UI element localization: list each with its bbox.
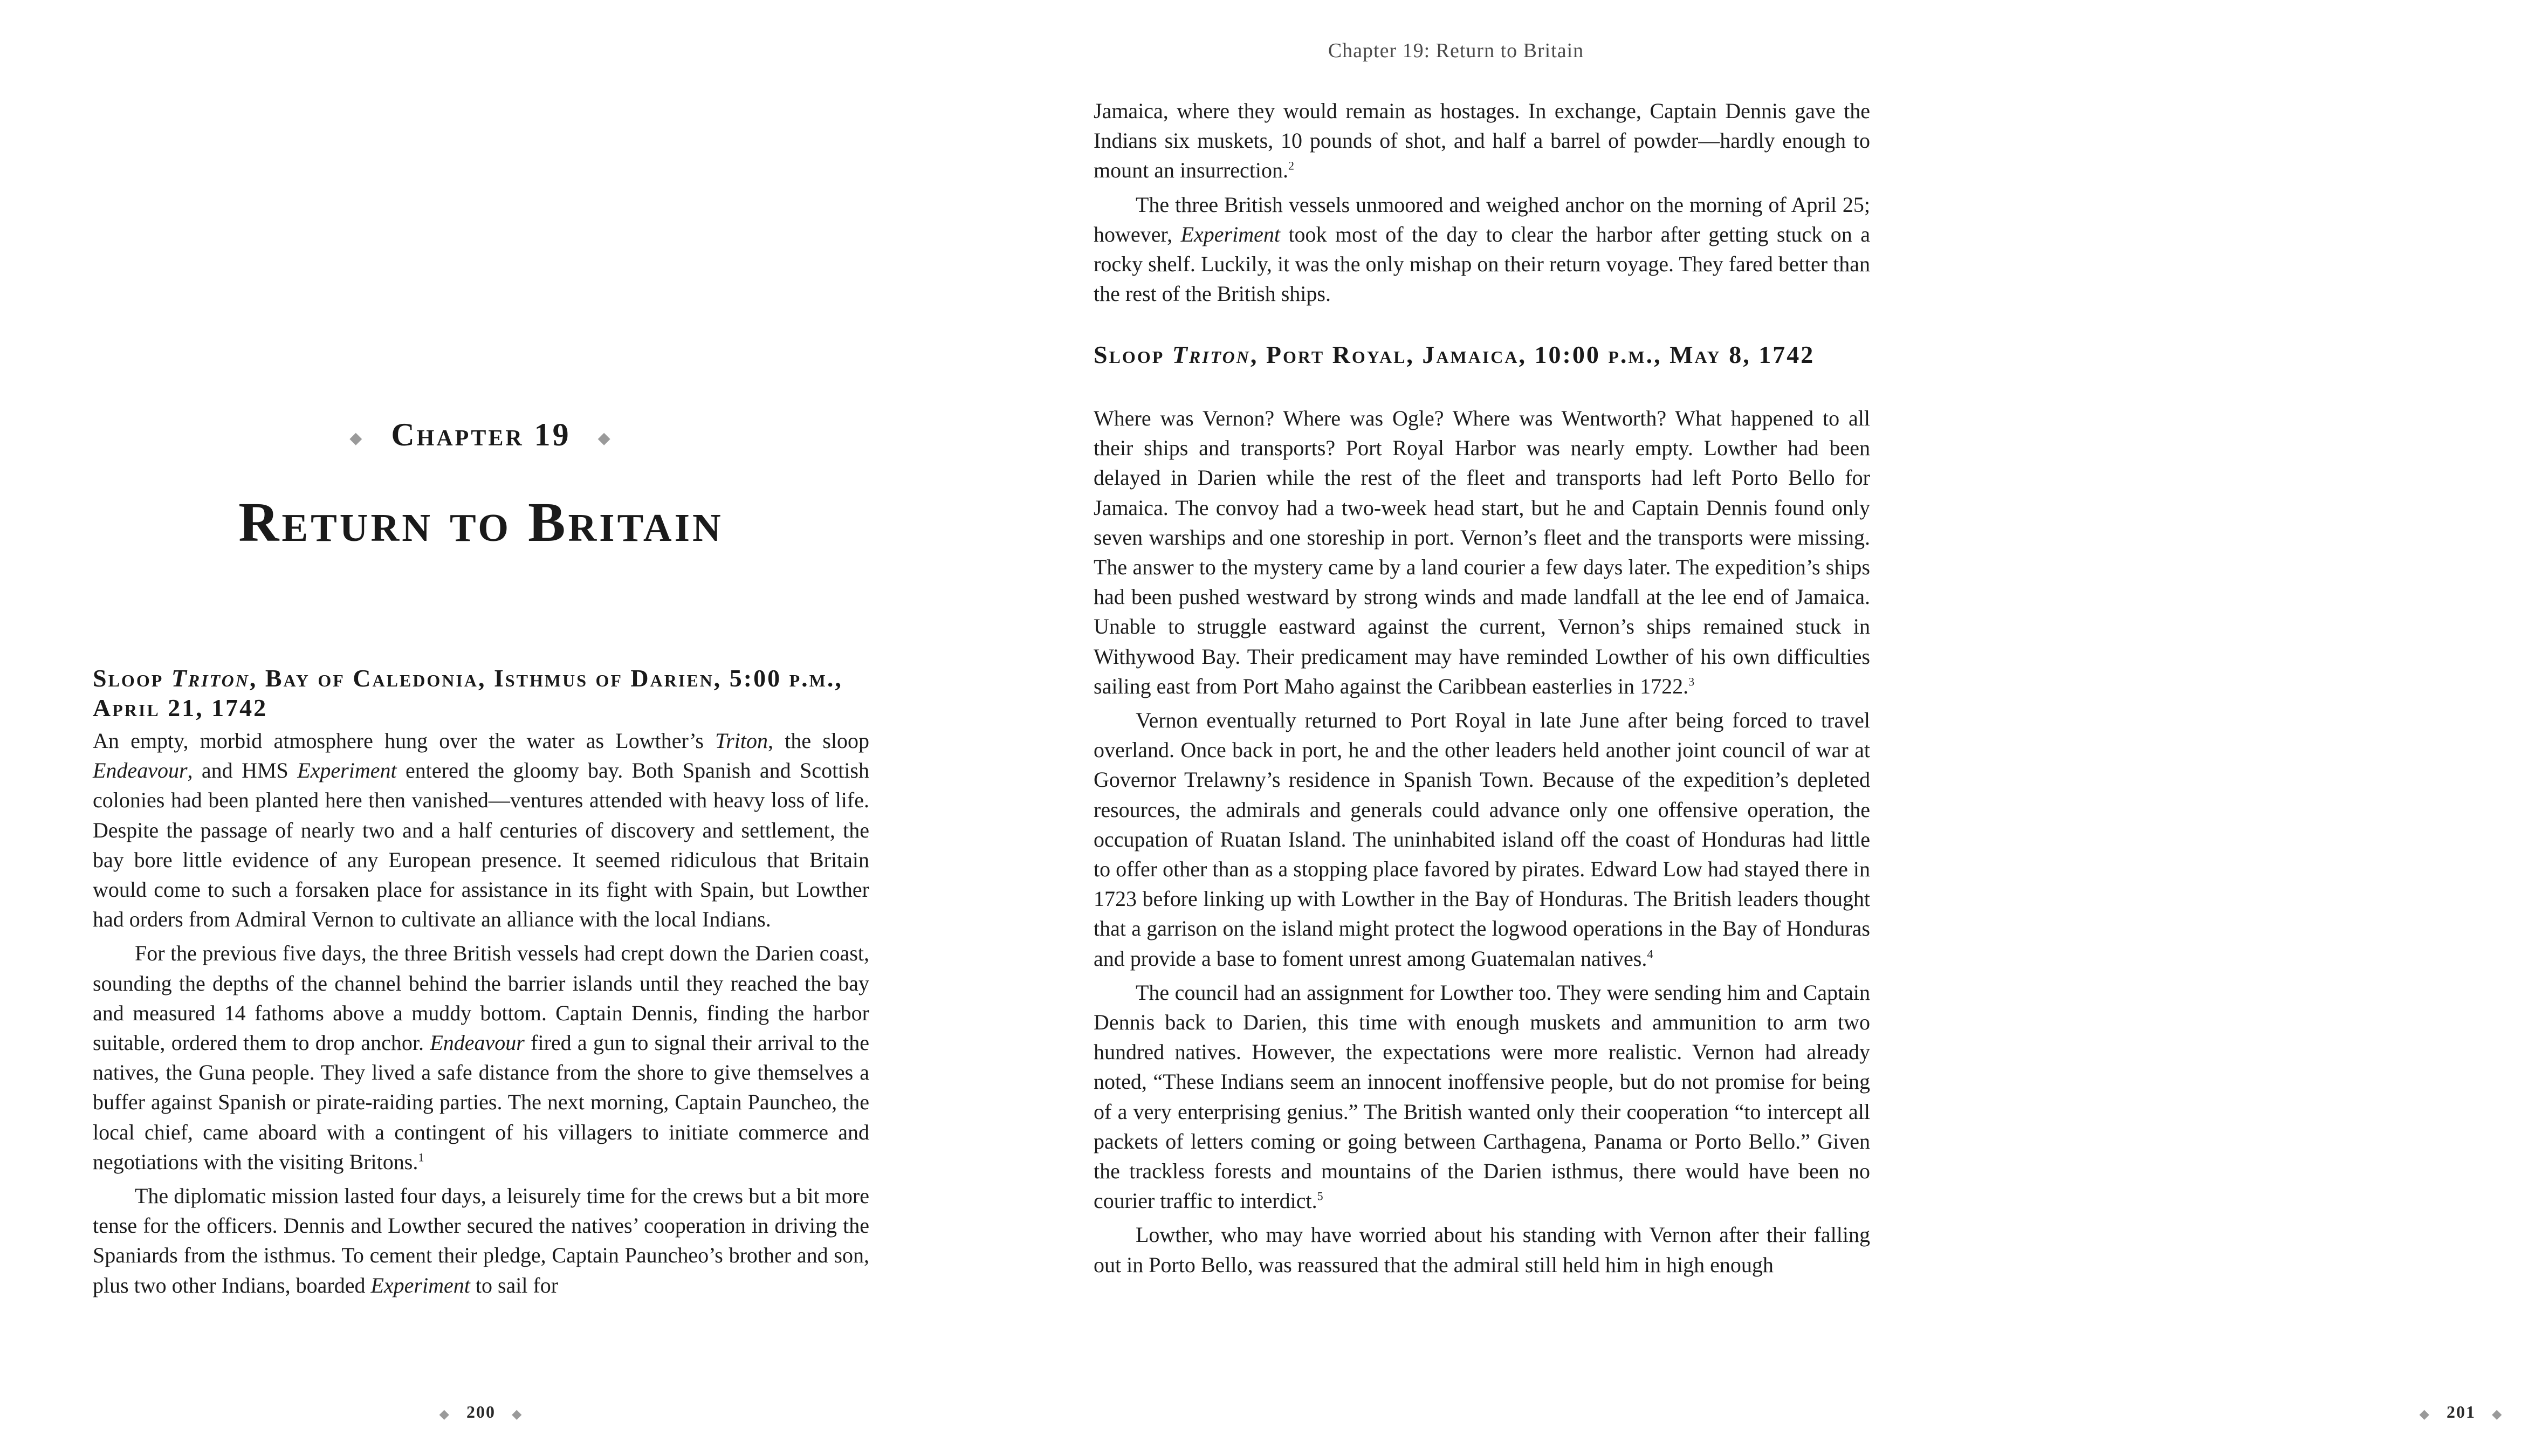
diamond-ornament-icon: ◆ xyxy=(2492,1407,2503,1421)
ship-name: Triton xyxy=(171,664,250,692)
page-number: ◆ 201 ◆ xyxy=(2419,1402,2503,1421)
diamond-ornament-icon: ◆ xyxy=(597,429,613,447)
paragraph: Vernon eventually returned to Port Royal in late June after being forced to travel overland. Once back in port, he and the other leaders held another joint council of war at Governor Trelawny’s residence in Spanish Town. Because of the expedition’s depleted resources, the admirals and generals could advance only one offensive operation, the occupation of Ruatan Island. The uninhabited island off the coast of Honduras had little to offer other than as a stopping place favored by pirates. Edward Low had stayed there in 1723 before linking up with Lowther in the Bay of Honduras. The British leaders thought that a garrison on the island might protect the logwood operations in the Bay of Honduras and provide a base to foment unrest among Guatemalan natives.$^4$ xyxy=(1094,708,1870,971)
footnote-marker[interactable]: 5 xyxy=(1317,1189,1323,1203)
footnote-marker[interactable]: 1 xyxy=(418,1150,424,1164)
paragraph: The diplomatic mission lasted four days, a leisurely time for the crews but a bit more tense for the officers. Dennis and Lowther secured the natives’ cooperation in driving the Spaniards from the isthmus. To cement their pledge, Captain Pauncheo’s brother and son, plus two other Indians, boarded Experiment to sail for xyxy=(93,1184,869,1297)
body-text xyxy=(1094,96,1870,313)
diamond-ornament-icon: ◆ xyxy=(2419,1407,2430,1421)
footnote-marker[interactable]: 2 xyxy=(1288,159,1295,173)
paragraph: Lowther, who may have worried about his standing with Vernon after their falling out in Porto Bello, was reassured that the admiral still held him in high enough xyxy=(1094,1223,1870,1277)
scene-heading: Sloop Triton, Port Royal, Jamaica, 10:00 p.m., May 8, 1742 xyxy=(1094,341,1815,368)
chapter-number xyxy=(93,416,869,454)
paragraph: For the previous five days, the three British vessels had crept down the Darien coast, sounding the depths of the channel behind the barrier islands until they reached the bay and measured 14 fathoms above a muddy bottom. Captain Dennis, finding the harbor suitable, ordered them to drop anchor. Endeavour fired a gun to signal their arrival to the natives, the Guna people. They lived a safe distance from the shore to give themselves a buffer against Spanish or pirate-raiding parties. The next morning, Captain Pauncheo, the local chief, came aboard with a contingent of his villagers to initiate commerce and negotiations with the visiting Britons.$^1$ xyxy=(93,941,869,1174)
footnote-marker[interactable]: 4 xyxy=(1647,947,1653,961)
body-text xyxy=(1094,403,1870,1284)
right-page xyxy=(971,0,2503,1456)
scene-heading: Sloop Triton, Bay of Caledonia, Isthmus of Darien, 5:00 p.m., April 21, 1742 xyxy=(93,664,843,722)
paragraph: Where was Vernon? Where was Ogle? Where was Wentworth? What happened to all their ships and transports? Port Royal Harbor was nearly empty. Lowther had been delayed in Darien while the rest of the fleet and transports had left Porto Bello for Jamaica. The convoy had a two-week head start, but he and Captain Dennis found only seven warships and one storeship in port. Vernon’s fleet and the transports were missing. The answer to the mystery came by a land courier a few days later. The expedition’s ships had been pushed westward by strong winds and made landfall at the lee end of Jamaica. Unable to struggle eastward against the current, Vernon’s ships remained stuck in Withywood Bay. Their predicament may have reminded Lowther of his own difficulties sailing east from Port Maho against the Caribbean easterlies in 1722.$^3$ xyxy=(1094,406,1870,698)
diamond-ornament-icon: ◆ xyxy=(439,1407,450,1421)
paragraph: The council had an assignment for Lowther too. They were sending him and Captain Dennis back to Darien, this time with enough muskets and ammunition to arm two hundred natives. However, the expectations were more realistic. Vernon had already noted, “These Indians seem an innocent inoffensive people, but do not promise for being of a very enterprising genius.” The British wanted only their cooperation “to intercept all packets of letters coming or going between Carthagena, Panama or Porto Bello.” Given the trackless forests and mountains of the Darien isthmus, there would have been no courier traffic to interdict.$^5$ xyxy=(1094,980,1870,1213)
diamond-ornament-icon: ◆ xyxy=(349,429,365,447)
body-text xyxy=(93,726,869,1304)
page-number: ◆ 200 ◆ xyxy=(439,1402,523,1421)
footnote-marker[interactable]: 3 xyxy=(1688,675,1695,689)
paragraph: An empty, morbid atmosphere hung over the water as Lowther’s Triton, the sloop Endeavour, and HMS Experiment entered the gloomy bay. Both Spanish and Scottish colonies had been planted here then vanished—ventures attended with heavy loss of life. Despite the passage of nearly two and a half centuries of discovery and settlement, the bay bore little evidence of any European presence. It seemed ridiculous that Britain would come to such a forsaken place for assistance in its fight with Spain, but Lowther had orders from Admiral Vernon to cultivate an alliance with the local Indians. xyxy=(93,729,870,932)
running-head: Chapter 19: Return to Britain xyxy=(1328,39,1584,62)
diamond-ornament-icon: ◆ xyxy=(512,1407,523,1421)
chapter-label: Chapter 19 xyxy=(391,417,571,452)
paragraph: The three British vessels unmoored and weighed anchor on the morning of April 25; however, Experiment took most of the day to clear the harbor after getting stuck on a rocky shelf. Luckily, it was the only mishap on their return voyage. They fared better than the rest of the British ships. xyxy=(1094,192,1870,306)
ship-name: Triton xyxy=(1172,341,1251,368)
chapter-title: Return to Britain xyxy=(238,491,724,553)
left-page xyxy=(0,0,971,1456)
paragraph: Jamaica, where they would remain as hostages. In exchange, Captain Dennis gave the Indians six muskets, 10 pounds of shot, and half a barrel of powder—hardly enough to mount an insurrection.$^2$ xyxy=(1094,99,1870,183)
